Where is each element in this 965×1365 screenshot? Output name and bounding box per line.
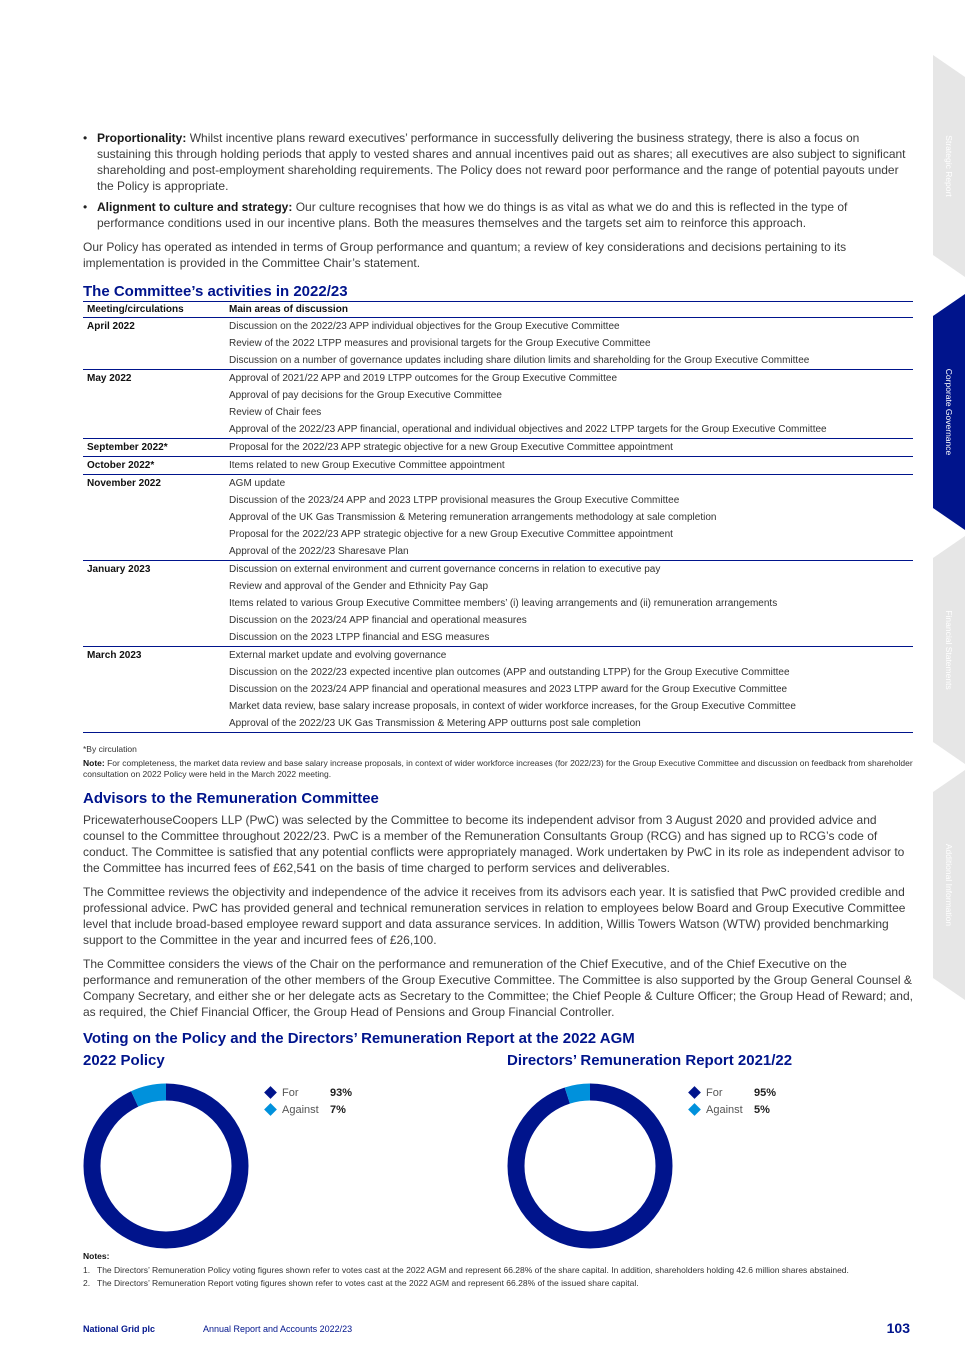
meeting-cell: April 2022: [83, 318, 225, 370]
discussion-cell: [225, 647, 913, 733]
discussion-item: Discussion of the 2023/24 APP and 2023 LTPP provisional measures the Group Executive Committee: [229, 495, 680, 506]
activities-title: The Committee’s activities in 2022/23: [83, 283, 348, 300]
discussion-item: Items related to various Group Executive Committee members’ (i) leaving arrangements and (ii) remuneration arrangements: [229, 598, 778, 609]
legend-item-for: For 95%: [687, 1084, 776, 1101]
legend-item-against: Against 5%: [687, 1101, 776, 1118]
legend-swatch: [264, 1103, 277, 1116]
chart-legend: [687, 1084, 776, 1118]
note-item: 2. The Directors’ Remuneration Report voting figures shown refer to votes cast at the 2022 AGM and represent 66.28% of the issued share capital.: [83, 1278, 639, 1288]
policy-paragraph: Our Policy has operated as intended in terms of Group performance and quantum; a review of key considerations and decisions pertaining to its implementation is provided in the Committee Chair’s statement.: [83, 240, 847, 270]
chart-title: Directors’ Remuneration Report 2021/22: [507, 1052, 793, 1069]
chart-remuneration-report: [507, 1052, 907, 1252]
legend-swatch: [264, 1086, 277, 1099]
activities-note: Note: For completeness, the market data review and base salary increase proposals, in context of wider workforce increases (for 2022/23) for the Group Executive Committee and discussion on feedback from shareholder consultation on 2022 Policy were held in the March 2022 meeting.: [83, 758, 913, 779]
discussion-cell: [225, 475, 913, 561]
side-tab-label: Strategic Report: [944, 135, 954, 197]
footer: [83, 1320, 913, 1336]
chart-title: 2022 Policy: [83, 1052, 165, 1069]
meeting-cell: October 2022*: [83, 457, 225, 475]
advisors-paragraph: The Committee reviews the objectivity and independence of the advice it receives from its advisors each year. It is satisfied that PwC provided credible and professional advice. PwC has provided general and technical remuneration services in relation to employees below Board and Group Executive Committee level that include broad-based employee reward support and data assurance services. In addition, Willis Towers Watson (WTW) provided benchmarking support to the Committee in the year and incurred fees of £26,100.: [83, 885, 906, 947]
discussion-item: Discussion on a number of governance updates including share dilution limits and shareholding for the Group Executive Committee: [229, 355, 810, 366]
discussion-item: Approval of the 2022/23 APP financial, operational and individual objectives and 2022 LTPP targets for the Group Executive Committee: [229, 424, 827, 435]
discussion-item: Approval of the 2022/23 UK Gas Transmission & Metering APP outturns post sale completion: [229, 718, 641, 729]
footer-company: National Grid plc: [83, 1324, 156, 1334]
discussion-cell: [225, 318, 913, 370]
col-header-main: Main areas of discussion: [225, 302, 913, 318]
discussion-item: Review of Chair fees: [229, 407, 322, 418]
meeting-cell: January 2023: [83, 561, 225, 647]
col-header-meeting: Meeting/circulations: [83, 302, 225, 318]
legend-swatch: [688, 1086, 701, 1099]
side-tab-additional-information[interactable]: [933, 770, 965, 1000]
side-tab-label: Additional Information: [944, 843, 954, 927]
advisors-paragraph: The Committee considers the views of the Chair on the performance and remuneration of the Chief Executive, and of the Chief Executive on the performance and remuneration of the other members of the Group Executive Committee. The Committee is also supported by the Group General Counsel & Company Secretary, and either she or her delegate acts as Secretary to the Committee; the Chief People & Culture Officer; the Group Head of Reward; and, as required, the Chief Financial Officer, the Group Head of Pensions and Group Financial Controller.: [83, 957, 913, 1019]
discussion-item: Approval of the 2022/23 Sharesave Plan: [229, 546, 409, 557]
page-number: 103: [886, 1320, 910, 1336]
table-row: [83, 370, 913, 439]
discussion-item: Market data review, base salary increase proposals, in context of wider workforce increases, for the Group Executive Committee: [229, 701, 796, 712]
side-tab-financial-statements[interactable]: [933, 536, 965, 764]
notes-title: Notes:: [83, 1251, 110, 1261]
pie-slice-for: [92, 1092, 240, 1240]
chart-legend: [263, 1084, 352, 1118]
chart-policy: [83, 1052, 483, 1252]
discussion-item: Proposal for the 2022/23 APP strategic objective for a new Group Executive Committee appointment: [229, 442, 673, 453]
donut-chart: [507, 1082, 677, 1252]
side-tab-corporate-governance[interactable]: [933, 294, 965, 530]
discussion-item: Discussion on the 2023/24 APP financial and operational measures: [229, 615, 527, 626]
discussion-item: Discussion on the 2022/23 expected incentive plan outcomes (APP and outstanding LTPP) for the Group Executive Committee: [229, 667, 790, 678]
activities-body: [83, 318, 913, 733]
discussion-item: Approval of pay decisions for the Group Executive Committee: [229, 390, 502, 401]
discussion-item: Approval of 2021/22 APP and 2019 LTPP outcomes for the Group Executive Committee: [229, 373, 618, 384]
discussion-item: Proposal for the 2022/23 APP strategic objective for a new Group Executive Committee appointment: [229, 529, 673, 540]
discussion-cell: [225, 457, 913, 475]
discussion-item: Review and approval of the Gender and Ethnicity Pay Gap: [229, 581, 489, 592]
activities-table: [83, 302, 913, 733]
table-row: [83, 647, 913, 733]
discussion-item: AGM update: [229, 478, 286, 489]
discussion-item: Discussion on the 2023/24 APP financial and operational measures and 2023 LTPP award for the Group Executive Committee: [229, 684, 788, 695]
main-content: [83, 130, 913, 1048]
voting-title: Voting on the Policy and the Directors’ Remuneration Report at the 2022 AGM: [83, 1030, 635, 1047]
discussion-cell: [225, 370, 913, 439]
notes: [83, 1251, 913, 1289]
discussion-item: Discussion on external environment and current governance concerns in relation to executive pay: [229, 564, 661, 575]
discussion-item: External market update and evolving governance: [229, 650, 447, 661]
discussion-cell: [225, 561, 913, 647]
advisors-paragraph: PricewaterhouseCoopers LLP (PwC) was selected by the Committee to become its independent advisor from 3 August 2020 and provided advice and counsel to the Committee throughout 2022/23. PwC is a member of the Remuneration Consultants Group (RCG) and has signed up to RCG’s code of conduct. The Committee is satisfied that any potential conflicts were appropriately managed. Work undertaken by PwC in its role as independent advisor to the Committee has incurred fees of £62,541 on the basis of time charged to perform services and deliverables.: [83, 813, 905, 875]
discussion-item: Review of the 2022 LTPP measures and provisional targets for the Group Executive Committee: [229, 338, 651, 349]
meeting-cell: March 2023: [83, 647, 225, 733]
footnote-circulation: *By circulation: [83, 744, 137, 754]
side-tab-strategic-report[interactable]: [933, 55, 965, 277]
table-row: [83, 475, 913, 561]
bullet-alignment: • Alignment to culture and strategy: Our culture recognises that how we do things is as vital as what we do and this is reflected in the type of performance conditions used in our incentive plans. Both the measures themselves and the targets set aim to reinforce this approach.: [83, 199, 913, 231]
table-row: [83, 318, 913, 370]
meeting-cell: November 2022: [83, 475, 225, 561]
meeting-cell: May 2022: [83, 370, 225, 439]
meeting-cell: September 2022*: [83, 439, 225, 457]
table-row: [83, 457, 913, 475]
table-row: [83, 439, 913, 457]
advisors-title: Advisors to the Remuneration Committee: [83, 790, 379, 807]
discussion-item: Items related to new Group Executive Committee appointment: [229, 460, 505, 471]
pie-slice-for: [516, 1092, 664, 1240]
table-row: [83, 561, 913, 647]
side-tab-label: Corporate Governance: [944, 368, 954, 456]
legend-swatch: [688, 1103, 701, 1116]
discussion-item: Approval of the UK Gas Transmission & Metering remuneration arrangements methodology at sale completion: [229, 512, 717, 523]
discussion-item: Discussion on the 2023 LTPP financial and ESG measures: [229, 632, 490, 643]
note-item: 1. The Directors’ Remuneration Policy voting figures shown refer to votes cast at the 2022 AGM and represent 66.28% of the share capital. In addition, shareholders holding 42.6 million shares abstained.: [83, 1265, 849, 1275]
donut-chart: [83, 1082, 253, 1252]
discussion-cell: [225, 439, 913, 457]
bullet-proportionality: • Proportionality: Whilst incentive plans reward executives’ performance in successfully delivering the business strategy, there is also a focus on sustaining this through holding periods that apply to vested shares and annual incentives paid out as shares; all executives are also subject to significant shareholding and post-employment shareholding requirements. The Policy does not reward poor performance and the range of potential payouts under the Policy is appropriate.: [83, 130, 913, 194]
legend-item-against: Against 7%: [263, 1101, 352, 1118]
legend-item-for: For 93%: [263, 1084, 352, 1101]
discussion-item: Discussion on the 2022/23 APP individual objectives for the Group Executive Committee: [229, 321, 620, 332]
side-tab-label: Financial Statements: [944, 610, 954, 690]
footer-report: Annual Report and Accounts 2022/23: [203, 1324, 353, 1334]
